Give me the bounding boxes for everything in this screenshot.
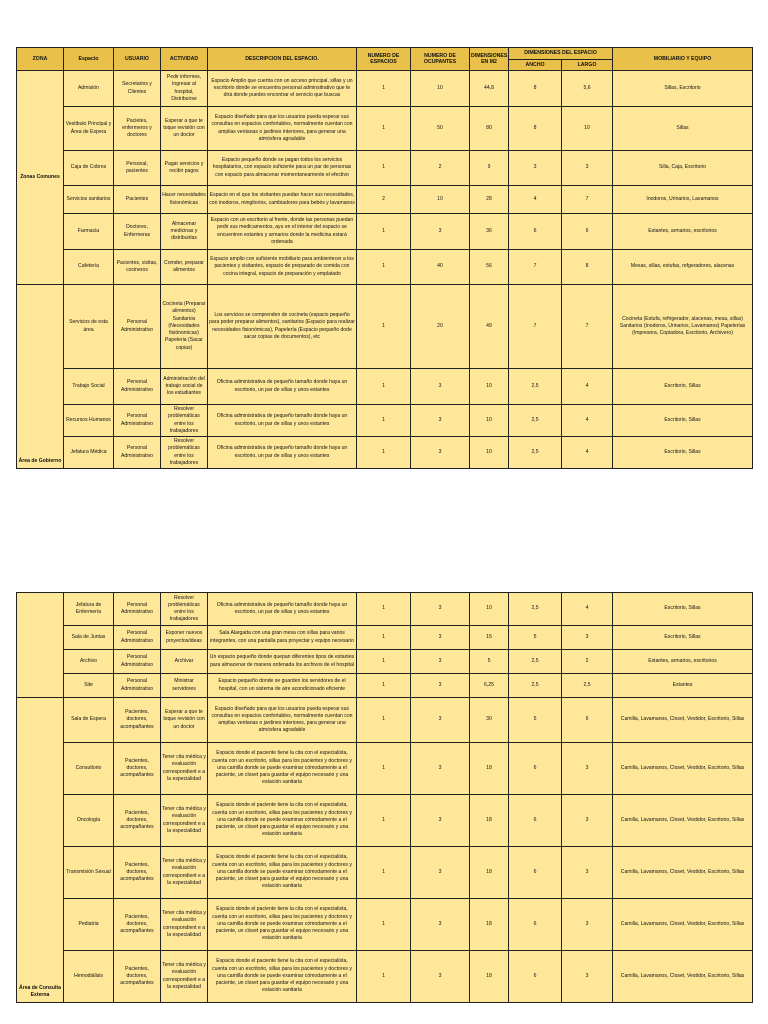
largo-cell: 7 <box>562 285 613 369</box>
actividad-cell: Tener cita médica y evaluación correspondient e a la especialidad <box>161 951 208 1003</box>
largo-cell: 10 <box>562 107 613 151</box>
descripcion-cell: Oficina administrativa de pequeño tamaño donde haya un escritorio, un par de sillas y unos estantes <box>208 593 357 626</box>
descripcion-cell: Espacio amplio con suficiente mobiliario para ambientecer a los pacientes y visitantes, espacio de preparado de comida con cocina integral, espacio de preparación y emplatado <box>208 250 357 285</box>
actividad-cell: Cocineta (Preparar alimentos) Sanitarios (Necesidades fisiónomicas) Papeleria (Sacar copias) <box>161 285 208 369</box>
document-page-2 <box>16 592 752 1003</box>
espacio-cell: Vestibulo Principal y Área de Espera <box>64 107 114 151</box>
descripcion-cell: Oficina administrativa de pequeño tamaño donde haya un escritorio, un par de sillas y unos estantes <box>208 437 357 469</box>
dimensiones-m2-cell: 80 <box>470 107 509 151</box>
mobiliario-cell: Camilla, Lavamanos, Closet, Vestidor, Escritorio, Sillas <box>613 847 753 899</box>
numero-espacios-cell: 1 <box>357 650 411 674</box>
largo-cell: 5,6 <box>562 71 613 107</box>
descripcion-cell: Espacio diseñado para que los usuarios pueda esperar sus consultas en espacios confortables, normalmente cuentan con amplias ventanas o jardines interiores, para generar una atmósfera agradable <box>208 698 357 743</box>
mobiliario-cell: Escritorio, Sillas <box>613 369 753 405</box>
espacio-cell: Site <box>64 674 114 698</box>
zone-cell: Área de Gobierno <box>17 285 64 469</box>
table-row <box>17 899 753 951</box>
usuario-cell: Personal, pacientes <box>114 151 161 186</box>
numero-espacios-cell: 1 <box>357 151 411 186</box>
numero-espacios-cell: 2 <box>357 186 411 214</box>
dimensiones-m2-cell: 5 <box>470 650 509 674</box>
ancho-cell: 2,5 <box>509 674 562 698</box>
numero-espacios-cell: 1 <box>357 405 411 437</box>
largo-cell: 6 <box>562 214 613 250</box>
dimensiones-m2-cell: 56 <box>470 250 509 285</box>
largo-cell: 3 <box>562 795 613 847</box>
numero-ocupantes-cell: 3 <box>411 743 470 795</box>
usuario-cell: Pacientes, visitas, cocineros <box>114 250 161 285</box>
usuario-cell: Personal Administrativo <box>114 285 161 369</box>
zone-cell: Área de Consulta Externa <box>17 698 64 1003</box>
header-dimensiones-espacio: DIMENSIONES DEL ESPACIO <box>509 48 613 60</box>
numero-ocupantes-cell: 3 <box>411 795 470 847</box>
header-descripcion: DESCRIPCION DEL ESPACIO. <box>208 48 357 71</box>
largo-cell: 3 <box>562 951 613 1003</box>
dimensiones-m2-cell: 18 <box>470 795 509 847</box>
descripcion-cell: Espacio donde el paciente tiene la cita con el especialista, cuenta con un escritorio, sillas para los pacientes y doctores y una camilla donde se puede examinar cómodamente a el paciente, un closet para guardar el equipo necesario y una estación sanitaria <box>208 899 357 951</box>
numero-espacios-cell: 1 <box>357 107 411 151</box>
dimensiones-m2-cell: 30 <box>470 698 509 743</box>
largo-cell: 3 <box>562 151 613 186</box>
largo-cell: 3 <box>562 899 613 951</box>
largo-cell: 4 <box>562 369 613 405</box>
descripcion-cell: Oficina administrativa de pequeño tamaño donde haya un escritorio, un par de sillas y unos estantes <box>208 405 357 437</box>
dimensiones-m2-cell: 10 <box>470 369 509 405</box>
actividad-cell: Resolver problemáticas entre los trabajadores <box>161 437 208 469</box>
espacio-cell: Servicios de esta área <box>64 285 114 369</box>
ancho-cell: 8 <box>509 71 562 107</box>
dimensiones-m2-cell: 15 <box>470 626 509 650</box>
descripcion-cell: Espacio donde el paciente tiene la cita con el especialista, cuenta con un escritorio, sillas para los pacientes y doctores y una camilla donde se puede examinar cómodamente a el paciente, un closet para guardar el equipo necesario y una estación sanitaria <box>208 743 357 795</box>
mobiliario-cell: Mesas, sillas, estufas, refgeradores, alacenas <box>613 250 753 285</box>
numero-ocupantes-cell: 3 <box>411 951 470 1003</box>
largo-cell: 3 <box>562 847 613 899</box>
numero-ocupantes-cell: 3 <box>411 650 470 674</box>
descripcion-cell: Espacio donde el paciente tiene la cita con el especialista, cuenta con un escritorio, sillas para los pacientes y doctores y una camilla donde se puede examinar cómodamente a el paciente, un closet para guardar el equipo necesario y una estación sanitaria <box>208 795 357 847</box>
ancho-cell: 2,5 <box>509 593 562 626</box>
usuario-cell: Pacientes, doctores, acompañantes <box>114 698 161 743</box>
dimensiones-m2-cell: 36 <box>470 214 509 250</box>
ancho-cell: 5 <box>509 698 562 743</box>
numero-ocupantes-cell: 3 <box>411 698 470 743</box>
numero-ocupantes-cell: 20 <box>411 285 470 369</box>
numero-espacios-cell: 1 <box>357 71 411 107</box>
spaces-table-page-2 <box>16 592 753 1003</box>
descripcion-cell: Espacio donde el paciente tiene la cita con el especialista, cuenta con un escritorio, sillas para los pacientes y doctores y una camilla donde se puede examinar cómodamente a el paciente, un closet para guardar el equipo necesario y una estación sanitaria <box>208 847 357 899</box>
table-row <box>17 71 753 107</box>
espacio-cell: Caja de Cobros <box>64 151 114 186</box>
descripcion-cell: Los servicios se comprenden de cocineta (espacio pequeño para poder preparar alimentos), sanitarios (Espacio para realizar necesidades fisionómicas), Papelería (Espacio pequeño dode sacar copias de documentos), etc <box>208 285 357 369</box>
table-row <box>17 437 753 469</box>
numero-ocupantes-cell: 3 <box>411 437 470 469</box>
largo-cell: 2,5 <box>562 674 613 698</box>
ancho-cell: 2,5 <box>509 369 562 405</box>
usuario-cell: Pacientes, doctores, acompañantes <box>114 951 161 1003</box>
descripcion-cell: Un espacio pequeño donde quepan diferentes tipos de estantes para almacenar de manera ordenada los archivos de el hospital <box>208 650 357 674</box>
header-largo: LARGO <box>562 60 613 71</box>
mobiliario-cell: Escritorio, Sillas <box>613 593 753 626</box>
ancho-cell: 6 <box>509 743 562 795</box>
header-actividad: ACTIVIDAD <box>161 48 208 71</box>
header-usuario: USUARIO <box>114 48 161 71</box>
actividad-cell: Tener cita médica y evaluación correspondient e a la especialidad <box>161 795 208 847</box>
espacio-cell: Oncología <box>64 795 114 847</box>
dimensiones-m2-cell: 18 <box>470 899 509 951</box>
descripcion-cell: Sala Alargada con una gran mesa con sillas para varios integrantes, con una pantalla para proyectar y equipo necesario <box>208 626 357 650</box>
descripcion-cell: Oficina administrativa de pequeño tamaño donde haya un escritorio, un par de sillas y unos estantes <box>208 369 357 405</box>
espacio-cell: Pediatria <box>64 899 114 951</box>
actividad-cell: Pagar servicios y recibir pagos <box>161 151 208 186</box>
largo-cell: 4 <box>562 405 613 437</box>
actividad-cell: Esperar a que te toque revisión con un doctor <box>161 698 208 743</box>
ancho-cell: 3 <box>509 151 562 186</box>
espacio-cell: Sala de Espera <box>64 698 114 743</box>
usuario-cell: Personal Administrativo <box>114 626 161 650</box>
numero-ocupantes-cell: 3 <box>411 593 470 626</box>
header-ancho: ANCHO <box>509 60 562 71</box>
descripcion-cell: Espacio donde el paciente tiene la cita con el especialista, cuenta con un escritorio, sillas para los pacientes y doctores y una camilla donde se puede examinar cómodamente a el paciente, un closet para guardar el equipo necesario y una estación sanitaria <box>208 951 357 1003</box>
numero-espacios-cell: 1 <box>357 369 411 405</box>
table-row <box>17 107 753 151</box>
dimensiones-m2-cell: 18 <box>470 951 509 1003</box>
largo-cell: 3 <box>562 626 613 650</box>
header-numero-espacios: NUMERO DE ESPACIOS <box>357 48 411 71</box>
ancho-cell: 7 <box>509 250 562 285</box>
numero-espacios-cell: 1 <box>357 626 411 650</box>
numero-espacios-cell: 1 <box>357 250 411 285</box>
largo-cell: 4 <box>562 593 613 626</box>
espacio-cell: Hemodiálisis <box>64 951 114 1003</box>
dimensiones-m2-cell: 6,25 <box>470 674 509 698</box>
mobiliario-cell: Inodoros, Urinarios, Lavamanos <box>613 186 753 214</box>
numero-espacios-cell: 1 <box>357 795 411 847</box>
dimensiones-m2-cell: 18 <box>470 847 509 899</box>
ancho-cell: 6 <box>509 899 562 951</box>
numero-ocupantes-cell: 10 <box>411 186 470 214</box>
espacio-cell: Sala de Juntas <box>64 626 114 650</box>
largo-cell: 2 <box>562 650 613 674</box>
ancho-cell: 6 <box>509 951 562 1003</box>
ancho-cell: 6 <box>509 795 562 847</box>
header-mobiliario: MOBILIARIO Y EQUIPO <box>613 48 753 71</box>
espacio-cell: Transmisión Sexual <box>64 847 114 899</box>
usuario-cell: Pacientes, doctores, acompañantes <box>114 795 161 847</box>
numero-espacios-cell: 1 <box>357 285 411 369</box>
numero-ocupantes-cell: 10 <box>411 71 470 107</box>
dimensiones-m2-cell: 49 <box>470 285 509 369</box>
mobiliario-cell: Camilla, Lavamanos, Closet, Vestidor, Escritorio, Sillas <box>613 951 753 1003</box>
mobiliario-cell: Camilla, Lavamanos, Closet, Vestidor, Escritorio, Sillas <box>613 899 753 951</box>
actividad-cell: Resolver problemáticas entre los trabajadores <box>161 405 208 437</box>
actividad-cell: Almacenar medicinas y distribuirlas <box>161 214 208 250</box>
usuario-cell: Secretarios y Clientes <box>114 71 161 107</box>
table-row <box>17 151 753 186</box>
dimensiones-m2-cell: 28 <box>470 186 509 214</box>
numero-ocupantes-cell: 2 <box>411 151 470 186</box>
actividad-cell: Hacer necesidades fisionómicas <box>161 186 208 214</box>
zone-cell: Zonas Comunes <box>17 71 64 285</box>
numero-ocupantes-cell: 3 <box>411 214 470 250</box>
numero-ocupantes-cell: 3 <box>411 674 470 698</box>
table-row <box>17 186 753 214</box>
ancho-cell: 2,5 <box>509 405 562 437</box>
usuario-cell: Pacientes <box>114 186 161 214</box>
numero-espacios-cell: 1 <box>357 698 411 743</box>
actividad-cell: Tener cita médica y evaluación correspondient e a la especialidad <box>161 743 208 795</box>
ancho-cell: 6 <box>509 847 562 899</box>
mobiliario-cell: Estantes <box>613 674 753 698</box>
espacio-cell: Recursos Humanos <box>64 405 114 437</box>
table-row <box>17 847 753 899</box>
numero-espacios-cell: 1 <box>357 593 411 626</box>
table-row <box>17 405 753 437</box>
usuario-cell: Doctores, Enfermeras <box>114 214 161 250</box>
usuario-cell: Personal Administrativo <box>114 369 161 405</box>
descripcion-cell: Espacio diseñado para que los usuarios pueda esperar sus consultas en espacios confortables, normalmente cuentan con amplias ventanas o jardines interiores, para generar una atmósfera agradable <box>208 107 357 151</box>
zone-cell <box>17 593 64 698</box>
descripcion-cell: Espacio con un escritorio al frente, donde las personas puedan pedir sus medicamentos, ayu en el interior del espacio se encuentren estantes y armarios donde la medicina estará ordenada <box>208 214 357 250</box>
numero-ocupantes-cell: 50 <box>411 107 470 151</box>
descripcion-cell: Espacio pequeño donde se guarden los servidores de el hospital, con un sistema de aire acondicionado eficiente <box>208 674 357 698</box>
actividad-cell: Resolver problemáticas entre los trabajadores <box>161 593 208 626</box>
largo-cell: 8 <box>562 250 613 285</box>
ancho-cell: 4 <box>509 186 562 214</box>
espacio-cell: Servicios sanitarios <box>64 186 114 214</box>
mobiliario-cell: Camilla, Lavamanos, Closet, Vestidor, Escritorio, Sillas <box>613 795 753 847</box>
dimensiones-m2-cell: 9 <box>470 151 509 186</box>
mobiliario-cell: Escritorio, Sillas <box>613 626 753 650</box>
numero-ocupantes-cell: 3 <box>411 899 470 951</box>
ancho-cell: 5 <box>509 626 562 650</box>
mobiliario-cell: Camilla, Lavamanos, Closet, Vestidor, Escritorio, Sillas <box>613 698 753 743</box>
descripcion-cell: Espacio en el que los visitantes puedan hacer sus necesidades, con inodoros, mingitorios, cambiadores para bebés y lavamanos <box>208 186 357 214</box>
actividad-cell: Tener cita médica y evaluación correspondient e a la especialidad <box>161 847 208 899</box>
espacio-cell: Trabajo Social <box>64 369 114 405</box>
spaces-table-page-1 <box>16 47 753 469</box>
table-row <box>17 795 753 847</box>
actividad-cell: Ministrar servidores <box>161 674 208 698</box>
table-row <box>17 743 753 795</box>
usuario-cell: Pacietes, enfermeros y doctores <box>114 107 161 151</box>
espacio-cell: Farmacia <box>64 214 114 250</box>
ancho-cell: 2,5 <box>509 437 562 469</box>
largo-cell: 6 <box>562 698 613 743</box>
descripcion-cell: Espacio pequeño donde se pagan todos los servicios hospitalarios, con espacio suficiente para un par de personas con espacio para almacenar momentaneamente el efectivo <box>208 151 357 186</box>
mobiliario-cell: Silla, Caja, Escritorio <box>613 151 753 186</box>
numero-espacios-cell: 1 <box>357 847 411 899</box>
dimensiones-m2-cell: 44,8 <box>470 71 509 107</box>
header-dimensiones-m2: DIMENSIONES EN M2 <box>470 48 509 71</box>
dimensiones-m2-cell: 10 <box>470 593 509 626</box>
table-row <box>17 650 753 674</box>
document-page-1 <box>16 47 752 469</box>
actividad-cell: Archivar <box>161 650 208 674</box>
mobiliario-cell: Escritorio, Sillas <box>613 437 753 469</box>
largo-cell: 7 <box>562 186 613 214</box>
mobiliario-cell: Estantes, armarios, escritorios <box>613 650 753 674</box>
espacio-cell: Archivo <box>64 650 114 674</box>
numero-espacios-cell: 1 <box>357 743 411 795</box>
ancho-cell: 7 <box>509 285 562 369</box>
descripcion-cell: Espacio Amplio que cuenta con un acceso principal, sillas y un escritorio donde se encuentra personal adminsitrativo que te dirá donde puedes encontrar el servicio que buscas <box>208 71 357 107</box>
espacio-cell: Jefatura Médica <box>64 437 114 469</box>
mobiliario-cell: Camilla, Lavamanos, Closet, Vestidor, Escritorio, Sillas <box>613 743 753 795</box>
header-zona: ZONA <box>17 48 64 71</box>
actividad-cell: Administración del trabajo social de los estudiantes <box>161 369 208 405</box>
largo-cell: 4 <box>562 437 613 469</box>
actividad-cell: Esperar a que te toque revisión con un doctor <box>161 107 208 151</box>
table-row <box>17 285 753 369</box>
numero-espacios-cell: 1 <box>357 214 411 250</box>
actividad-cell: Tener cita médica y evaluación correspondient e a la especialidad <box>161 899 208 951</box>
table-row <box>17 951 753 1003</box>
table-row <box>17 369 753 405</box>
dimensiones-m2-cell: 10 <box>470 437 509 469</box>
table-row <box>17 593 753 626</box>
espacio-cell: Cafetería <box>64 250 114 285</box>
usuario-cell: Personal Administrativo <box>114 437 161 469</box>
espacio-cell: Admisión <box>64 71 114 107</box>
header-numero-ocupantes: NUMERO DE OCUPANTES <box>411 48 470 71</box>
numero-espacios-cell: 1 <box>357 899 411 951</box>
usuario-cell: Personal Administrativo <box>114 405 161 437</box>
usuario-cell: Personal Administrativo <box>114 593 161 626</box>
usuario-cell: Personal Administrativo <box>114 674 161 698</box>
actividad-cell: Comder, preparar alimentos <box>161 250 208 285</box>
mobiliario-cell: Sillas <box>613 107 753 151</box>
numero-ocupantes-cell: 3 <box>411 405 470 437</box>
usuario-cell: Pacientes, doctores, acompañantes <box>114 847 161 899</box>
numero-espacios-cell: 1 <box>357 674 411 698</box>
numero-ocupantes-cell: 3 <box>411 847 470 899</box>
mobiliario-cell: Escritorio, Sillas <box>613 405 753 437</box>
numero-ocupantes-cell: 40 <box>411 250 470 285</box>
mobiliario-cell: Sillas, Escritorio <box>613 71 753 107</box>
table-row <box>17 250 753 285</box>
actividad-cell: Exponer nuevos proyectos/ideas <box>161 626 208 650</box>
header-espacio: Espacio <box>64 48 114 71</box>
mobiliario-cell: Estantes, armarios, escritorios <box>613 214 753 250</box>
dimensiones-m2-cell: 18 <box>470 743 509 795</box>
actividad-cell: Pedir informes, Ingresar al hospital, Distribuirse <box>161 71 208 107</box>
usuario-cell: Pacientes, doctores, acompañantes <box>114 743 161 795</box>
espacio-cell: Consultorio <box>64 743 114 795</box>
table-row <box>17 674 753 698</box>
dimensiones-m2-cell: 10 <box>470 405 509 437</box>
numero-espacios-cell: 1 <box>357 951 411 1003</box>
table-row <box>17 214 753 250</box>
ancho-cell: 6 <box>509 214 562 250</box>
numero-espacios-cell: 1 <box>357 437 411 469</box>
usuario-cell: Pacientes, doctores, acompañantes <box>114 899 161 951</box>
ancho-cell: 8 <box>509 107 562 151</box>
espacio-cell: Jefatura de Enfermería <box>64 593 114 626</box>
mobiliario-cell: Cocineta (Estufa, refrigerador, alacenas, mesa, sillas) Sanitarios (Inodoros, Urinarios, Lavamanos) Papelerías (Impresora, Copiadora, Escritorio, Archivero) <box>613 285 753 369</box>
table-row <box>17 698 753 743</box>
usuario-cell: Personal Administrativo <box>114 650 161 674</box>
largo-cell: 3 <box>562 743 613 795</box>
table-row <box>17 626 753 650</box>
numero-ocupantes-cell: 3 <box>411 369 470 405</box>
ancho-cell: 2,5 <box>509 650 562 674</box>
numero-ocupantes-cell: 3 <box>411 626 470 650</box>
